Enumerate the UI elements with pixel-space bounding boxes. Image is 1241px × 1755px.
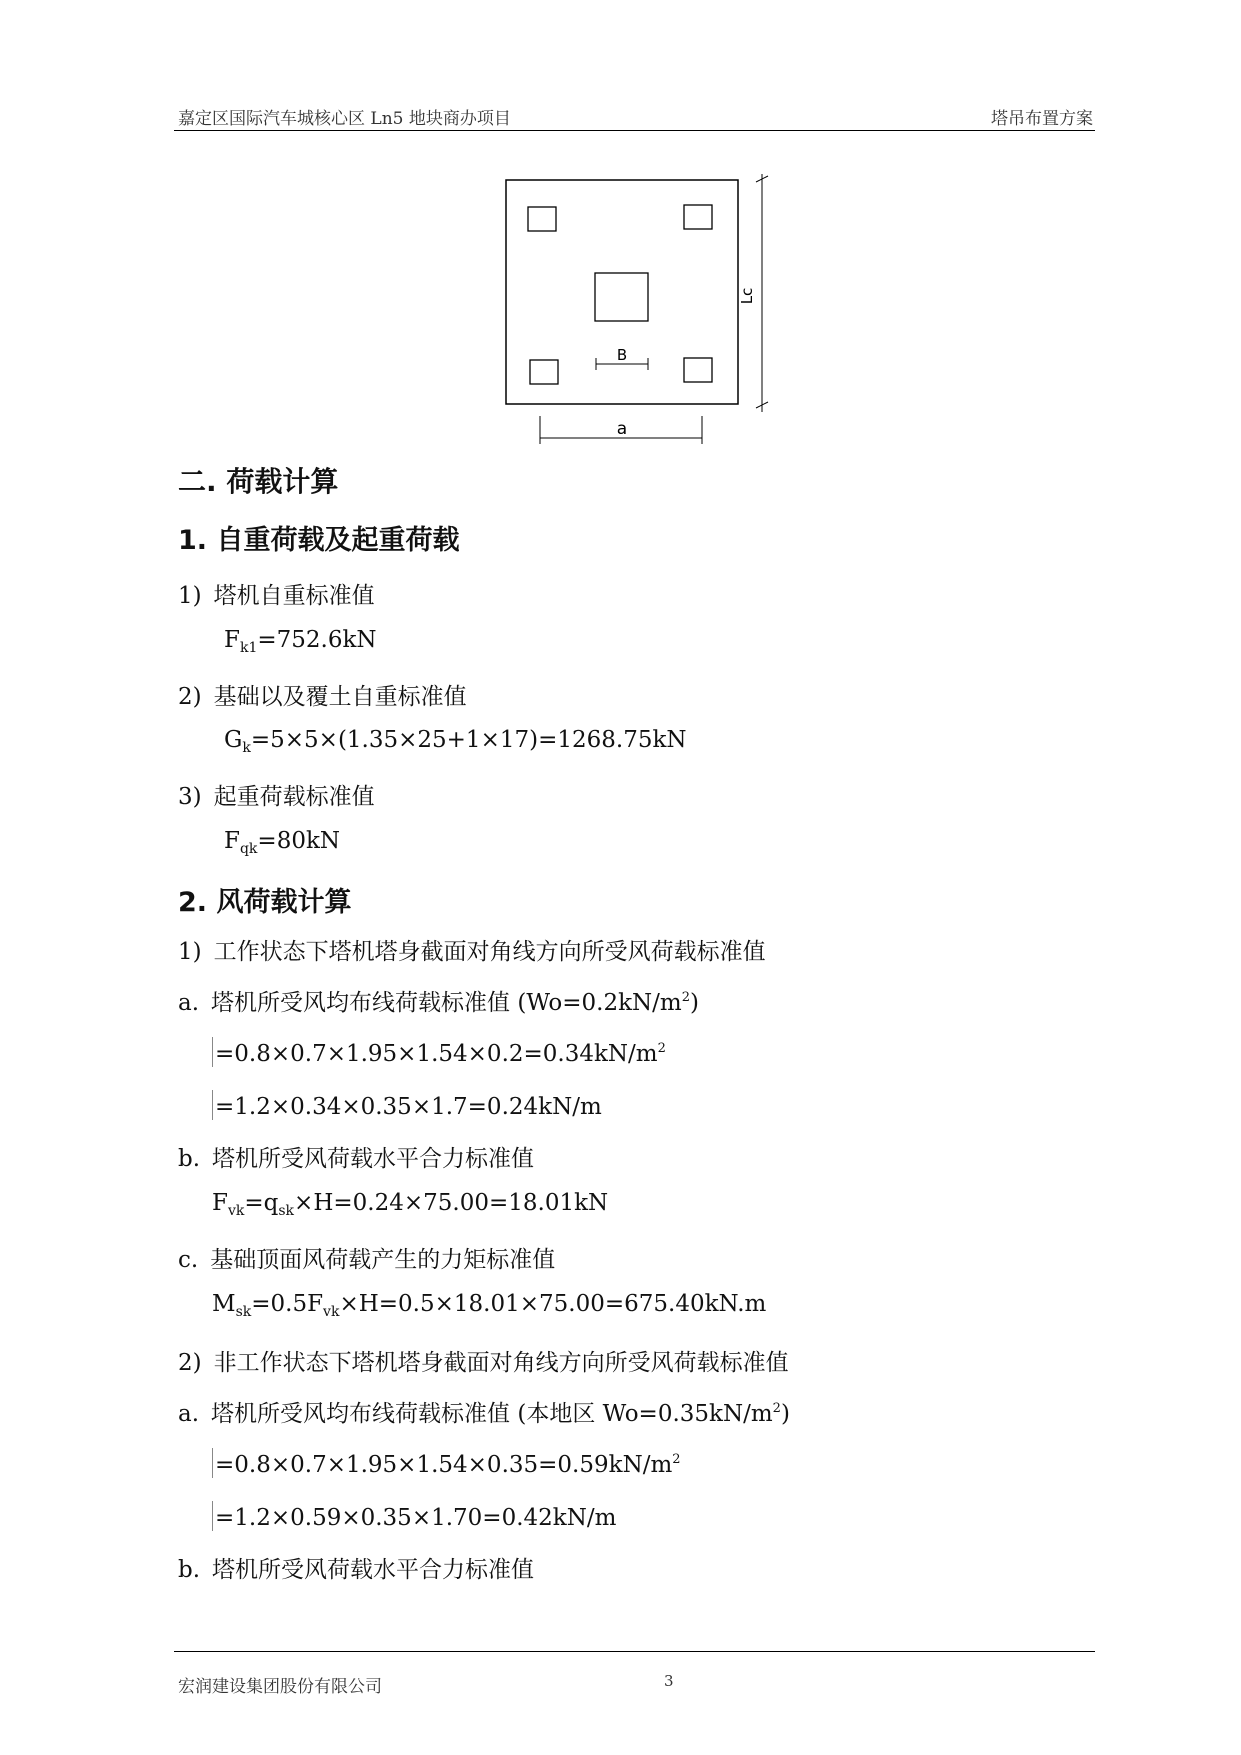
item-text: 塔机所受风均布线荷载标准值 (Wo=0.2kN/m — [211, 990, 682, 1016]
formula-value: =0.8×0.7×1.95×1.54×0.2=0.34kN/m — [215, 1041, 658, 1067]
formula-symbol: F — [224, 627, 240, 653]
item-a-working-distributed — [178, 984, 699, 1017]
formula-value: =5×5×(1.35×25+1×17)=1268.75kN — [250, 727, 687, 753]
foundation-outline — [506, 180, 738, 404]
superscript: 2 — [672, 1452, 681, 1467]
formula-working-wk — [212, 1037, 666, 1067]
item-number: b. — [178, 1146, 201, 1172]
formula-subscript: qk — [239, 841, 258, 857]
item-working-state-wind — [178, 933, 766, 966]
header-project-title: 嘉定区国际汽车城核心区 Ln5 地块商办项目 — [178, 109, 511, 129]
superscript: 2 — [657, 1041, 666, 1056]
item-lifting-load — [178, 778, 375, 811]
formula-non-working-qsk — [212, 1501, 616, 1531]
pile-top-left — [528, 207, 556, 231]
formula-symbol: M — [212, 1291, 236, 1317]
formula-value: ×H=0.24×75.00=18.01kN — [294, 1190, 609, 1216]
item-number: 1) — [178, 939, 202, 965]
missing-symbol-marker — [212, 1501, 213, 1531]
formula-part: =0.5F — [251, 1291, 324, 1317]
item-number: 3) — [178, 784, 202, 810]
missing-symbol-marker — [212, 1090, 213, 1120]
item-number: a. — [178, 990, 200, 1016]
superscript: 2 — [772, 1401, 781, 1416]
formula-value: ×H=0.5×18.01×75.00=675.40kN.m — [339, 1291, 767, 1317]
formula-value: =1.2×0.59×0.35×1.70=0.42kN/m — [215, 1505, 617, 1531]
dimension-b-label: B — [616, 346, 628, 364]
pile-bottom-right — [684, 358, 712, 382]
item-text: 工作状态下塔机塔身截面对角线方向所受风荷载标准值 — [213, 939, 766, 965]
item-text: 非工作状态下塔机塔身截面对角线方向所受风荷载标准值 — [213, 1350, 789, 1376]
item-text: 塔机所受风荷载水平合力标准值 — [212, 1557, 535, 1583]
dimension-a-label: a — [616, 419, 628, 439]
formula-subscript: vk — [323, 1304, 340, 1320]
header-divider — [174, 130, 1095, 131]
item-c-moment — [178, 1241, 555, 1274]
item-text: 基础顶面风荷载产生的力矩标准值 — [210, 1247, 556, 1273]
tower-base-square — [595, 273, 648, 321]
dimension-lc-label: Lc — [738, 287, 756, 305]
formula-value: =0.8×0.7×1.95×1.54×0.35=0.59kN/m — [215, 1452, 673, 1478]
item-b-non-working-horizontal — [178, 1551, 534, 1584]
section-heading-load-calculation: 二. 荷载计算 — [178, 465, 339, 498]
formula-subscript: k — [242, 740, 251, 756]
formula-subscript: k1 — [239, 640, 258, 656]
item-number: 1) — [178, 583, 202, 609]
formula-value: =752.6kN — [257, 627, 377, 653]
formula-value: =80kN — [257, 828, 341, 854]
item-text: 基础以及覆土自重标准值 — [213, 684, 467, 710]
item-text: 塔机自重标准值 — [213, 583, 375, 609]
item-number: 2) — [178, 684, 202, 710]
item-foundation-weight — [178, 678, 467, 711]
subsection-heading-wind-load: 2. 风荷载计算 — [178, 887, 352, 918]
item-text-close: ) — [780, 1401, 790, 1427]
formula-gk — [224, 727, 687, 756]
footer-divider — [174, 1651, 1095, 1652]
formula-symbol: G — [224, 727, 243, 753]
item-number: a. — [178, 1401, 200, 1427]
missing-symbol-marker — [212, 1037, 213, 1067]
item-text-close: ) — [690, 990, 699, 1016]
item-text: 塔机所受风均布线荷载标准值 (本地区 Wo=0.35kN/m — [211, 1401, 773, 1427]
item-tower-self-weight — [178, 577, 375, 610]
pile-bottom-left — [530, 360, 558, 384]
formula-non-working-wk — [212, 1448, 681, 1478]
item-b-working-horizontal — [178, 1140, 534, 1173]
footer-company: 宏润建设集团股份有限公司 — [178, 1677, 382, 1697]
item-non-working-state-wind — [178, 1344, 789, 1377]
formula-fqk — [224, 828, 340, 857]
missing-symbol-marker — [212, 1448, 213, 1478]
pile-top-right — [684, 205, 712, 229]
item-text: 塔机所受风荷载水平合力标准值 — [212, 1146, 535, 1172]
item-number: b. — [178, 1557, 201, 1583]
subsection-heading-self-weight: 1. 自重荷载及起重荷载 — [178, 525, 460, 556]
formula-subscript: sk — [278, 1203, 295, 1219]
item-a-non-working-distributed — [178, 1395, 790, 1428]
formula-subscript: vk — [227, 1203, 245, 1219]
page-number: 3 — [664, 1672, 674, 1690]
formula-subscript: sk — [235, 1304, 252, 1320]
superscript: 2 — [681, 990, 690, 1005]
formula-part: =q — [244, 1190, 279, 1216]
formula-msk — [212, 1291, 766, 1320]
formula-symbol: F — [212, 1190, 228, 1216]
formula-symbol: F — [224, 828, 240, 854]
formula-value: =1.2×0.34×0.35×1.7=0.24kN/m — [215, 1094, 602, 1120]
formula-working-qsk — [212, 1090, 602, 1120]
formula-fvk — [212, 1190, 608, 1219]
item-text: 起重荷载标准值 — [213, 784, 375, 810]
item-number: 2) — [178, 1350, 202, 1376]
foundation-plan-diagram — [500, 172, 790, 452]
header-document-title: 塔吊布置方案 — [991, 109, 1093, 129]
formula-fk1 — [224, 627, 377, 656]
item-number: c. — [178, 1247, 199, 1273]
